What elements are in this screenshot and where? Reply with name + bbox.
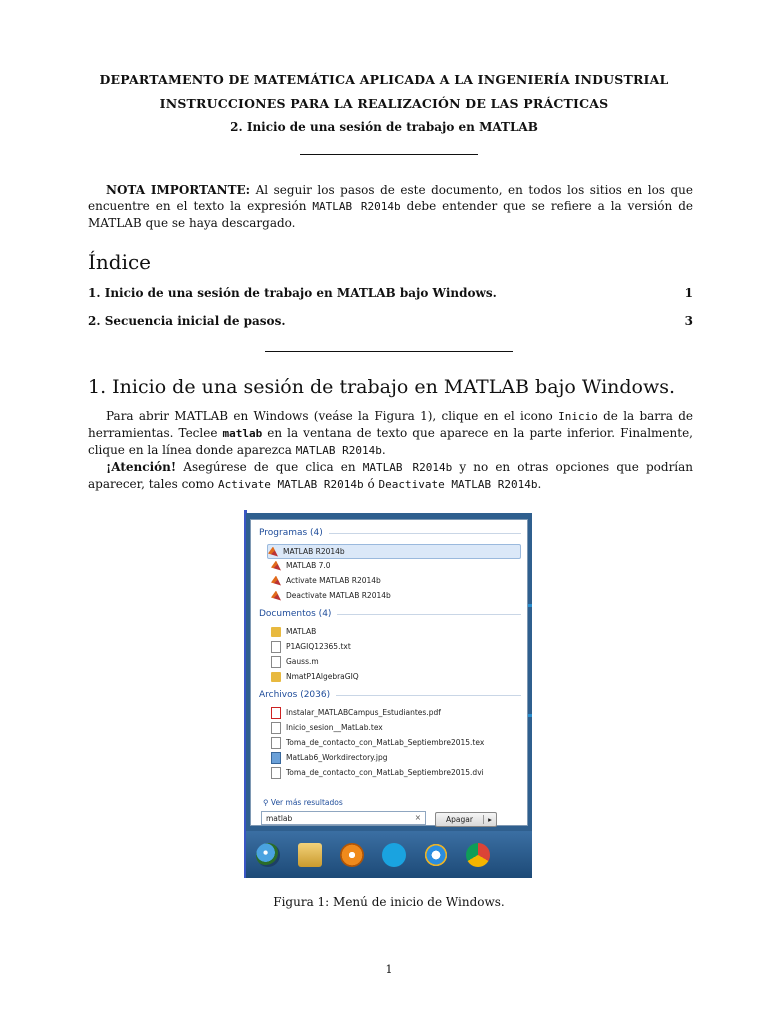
- note-text-1: Al seguir los pasos de este documento, en todos los sitios en los que encuentre en el texto la expresión: [88, 183, 693, 213]
- header-subtitle: 2. Inicio de una sesión de trabajo en MATLAB: [230, 120, 538, 134]
- matlab-icon: [271, 591, 281, 601]
- figure-edge-mark: [528, 604, 532, 607]
- program-item-activate-matlab[interactable]: Activate MATLAB R2014b: [271, 574, 521, 587]
- file-item-pdf[interactable]: Instalar_MATLABCampus_Estudiantes.pdf: [271, 706, 521, 719]
- file-item-tex-2[interactable]: Toma_de_contacto_con_MatLab_Septiembre2015.tex: [271, 736, 521, 749]
- toc-entry-1-label: 1. Inicio de una sesión de trabajo en MATLAB bajo Windows.: [88, 286, 497, 300]
- note-text-2: debe entender que se refiere a la versión de MATLAB que se haya descargado.: [88, 199, 693, 230]
- start-menu-panel: [250, 519, 528, 826]
- folder-icon: [271, 672, 281, 682]
- programs-header: Programas (4): [259, 528, 521, 538]
- search-icon: ⚲: [263, 798, 271, 807]
- index-rule: [265, 351, 513, 352]
- document-item-nmat[interactable]: NmatP1AlgebraGIQ: [271, 670, 521, 683]
- toc-entry-2-label: 2. Secuencia inicial de pasos.: [88, 314, 286, 328]
- start-menu-figure: [246, 513, 532, 878]
- more-results-link[interactable]: ⚲ Ver más resultados: [263, 798, 343, 807]
- matlab-icon: [268, 547, 278, 557]
- header-instructions: INSTRUCCIONES PARA LA REALIZACIÓN DE LAS PRÁCTICAS: [159, 96, 609, 111]
- clear-search-icon[interactable]: ×: [414, 813, 421, 822]
- figure-edge-mark: [528, 714, 532, 717]
- file-item-jpg[interactable]: MatLab6_Workdirectory.jpg: [271, 751, 521, 764]
- shutdown-arrow-icon[interactable]: ▸: [483, 815, 496, 824]
- image-file-icon: [271, 752, 281, 764]
- folder-icon: [271, 627, 281, 637]
- toc-entry-2-page: 3: [684, 314, 693, 328]
- chrome-icon[interactable]: [466, 843, 490, 867]
- important-note: [88, 182, 693, 231]
- skype-icon[interactable]: [382, 843, 406, 867]
- tex-file-icon: [271, 737, 281, 749]
- index-heading: Índice: [88, 250, 152, 274]
- tex-file-icon: [271, 722, 281, 734]
- toc-entry-1-page: 1: [684, 286, 693, 300]
- matlab-icon: [271, 576, 281, 586]
- note-code: MATLAB R2014b: [312, 200, 401, 213]
- header-department: DEPARTAMENTO DE MATEMÁTICA APLICADA A LA INGENIERÍA INDUSTRIAL: [99, 72, 669, 87]
- media-player-icon[interactable]: [340, 843, 364, 867]
- section-1-paragraph-2: ¡Atención! Asegúrese de que clica en MATLAB R2014b y no en otras opciones que podrían aparecer, tales como Activate MATLAB R2014b ó Deactivate MATLAB R2014b.: [88, 460, 694, 491]
- file-item-dvi[interactable]: Toma_de_contacto_con_MatLab_Septiembre2015.dvi: [271, 766, 521, 779]
- pdf-icon: [271, 707, 281, 719]
- file-item-tex-1[interactable]: Inicio_sesion__MatLab.tex: [271, 721, 521, 734]
- windows-start-icon[interactable]: [256, 843, 280, 867]
- section-1-title: 1. Inicio de una sesión de trabajo en MATLAB bajo Windows.: [88, 376, 676, 398]
- text-file-icon: [271, 641, 281, 653]
- taskbar: [246, 831, 532, 878]
- document-item-matlab[interactable]: MATLAB: [271, 625, 521, 638]
- internet-explorer-icon[interactable]: [424, 843, 448, 867]
- shutdown-button[interactable]: Apagar ▸: [435, 812, 497, 827]
- section-1-paragraph-1: Para abrir MATLAB en Windows (veáse la Figura 1), clique en el icono Inicio de la barra de herramientas. Teclee matlab en la ventana de texto que aparece en la parte inferior. Finalmente, clique en la línea donde aparezca MATLAB R2014b.: [88, 409, 694, 457]
- page-number: 1: [385, 963, 393, 976]
- dvi-file-icon: [271, 767, 281, 779]
- files-header: Archivos (2036): [259, 690, 521, 700]
- figure-caption: Figura 1: Menú de inicio de Windows.: [273, 895, 505, 909]
- header-rule: [300, 154, 478, 155]
- document-item-txt[interactable]: P1AGIQ12365.txt: [271, 640, 521, 653]
- search-input[interactable]: matlab ×: [261, 811, 426, 825]
- toc-entry-2[interactable]: [88, 314, 693, 328]
- file-explorer-icon[interactable]: [298, 843, 322, 867]
- section-1-body: [88, 408, 693, 493]
- program-item-deactivate-matlab[interactable]: Deactivate MATLAB R2014b: [271, 589, 521, 602]
- matlab-icon: [271, 561, 281, 571]
- m-file-icon: [271, 656, 281, 668]
- toc-entry-1[interactable]: [88, 286, 693, 300]
- document-item-gauss[interactable]: Gauss.m: [271, 655, 521, 668]
- program-item-matlab-7[interactable]: MATLAB 7.0: [271, 559, 521, 572]
- documents-header: Documentos (4): [259, 609, 521, 619]
- program-item-matlab-r2014b[interactable]: MATLAB R2014b: [267, 544, 521, 559]
- note-label: NOTA IMPORTANTE:: [106, 183, 251, 197]
